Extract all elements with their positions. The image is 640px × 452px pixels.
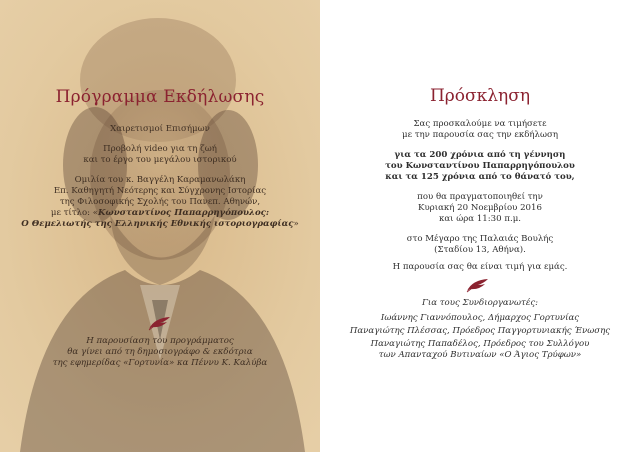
speech-title-part-2: Ο Θεμελιωτής της Ελληνικής Εθνικής ιστοριογραφίας	[21, 219, 294, 229]
organizer-3: Παναγιώτης Παπαδέλος, Πρόεδρος του Συλλόγου	[370, 339, 590, 349]
invitation-text	[320, 0, 640, 452]
invitation-line-1: Σας προσκαλούμε να τιμήσετε	[413, 119, 547, 129]
closing-line: Η παρουσία σας θα είναι τιμή για εμάς.	[392, 262, 568, 272]
invitation-panel	[320, 0, 640, 452]
speech-title-line-1	[10, 208, 310, 219]
video-line-1: Προβολή video για τη ζωή	[103, 144, 217, 154]
speech-title-suffix: »	[293, 219, 299, 229]
organizer-2: Παναγιώτης Πλέσσας, Πρόεδρος Παγγορτυνιακής Ένωσης	[349, 326, 611, 336]
speech-line-3: της Φιλοσοφικής Σχολής του Πανεπ. Αθηνών,	[59, 197, 261, 207]
speech-title-line-2	[10, 219, 310, 230]
speech-title-part-1: Κωνσταντίνος Παπαρρηγόπουλος:	[98, 208, 270, 218]
event-address: (Σταδίου 13, Αθήνα).	[434, 245, 526, 255]
event-time: και ώρα 11:30 π.μ.	[438, 214, 522, 224]
presenter-line-1: Η παρουσίαση του προγράμματος	[86, 336, 234, 346]
quill-icon	[466, 277, 490, 293]
presenter-line-2: θα γίνει από τη δημοσιογράφο & εκδότρια	[67, 347, 253, 357]
organizer-4: των Απανταχού Βυτιναίων «Ο Άγιος Τρύφων»	[378, 350, 582, 360]
speech-line-1: Ομιλία του κ. Βαγγέλη Καραμανωλάκη	[74, 175, 246, 185]
greetings-item: Χαιρετισμοί Επισήμων	[110, 124, 210, 134]
speech-line-2: Επ. Καθηγητή Νεότερης και Σύγχρονης Ιστορίας	[53, 186, 267, 196]
speech-title-prefix: με τίτλο: «	[50, 208, 99, 218]
invitation-title: Πρόσκληση	[429, 86, 531, 106]
anniversary-line-3: και τα 125 χρόνια από το θάνατό του,	[385, 172, 575, 182]
presenter-line-3: της εφημερίδας «Γορτυνία» κα Πέννυ Κ. Καλύβα	[52, 358, 268, 368]
invitation-line-2: με την παρουσία σας την εκδήλωση	[402, 130, 558, 140]
quill-icon	[148, 315, 172, 331]
event-line-1: που θα πραγματοποιηθεί την	[417, 192, 543, 202]
video-line-2: και το έργο του μεγάλου ιστορικού	[83, 155, 237, 165]
organizers-heading: Για τους Συνδιοργανωτές:	[421, 298, 539, 308]
anniversary-line-2: του Κωνσταντίνου Παπαρρηγόπουλου	[385, 161, 575, 171]
program-title: Πρόγραμμα Εκδήλωσης	[55, 87, 265, 107]
event-venue: στο Μέγαρο της Παλαιάς Βουλής	[406, 234, 554, 244]
event-date: Κυριακή 20 Νοεμβρίου 2016	[418, 203, 542, 213]
organizer-1: Ιωάννης Γιαννόπουλος, Δήμαρχος Γορτυνίας	[380, 313, 580, 323]
anniversary-line-1: για τα 200 χρόνια από τη γέννηση	[394, 150, 566, 160]
